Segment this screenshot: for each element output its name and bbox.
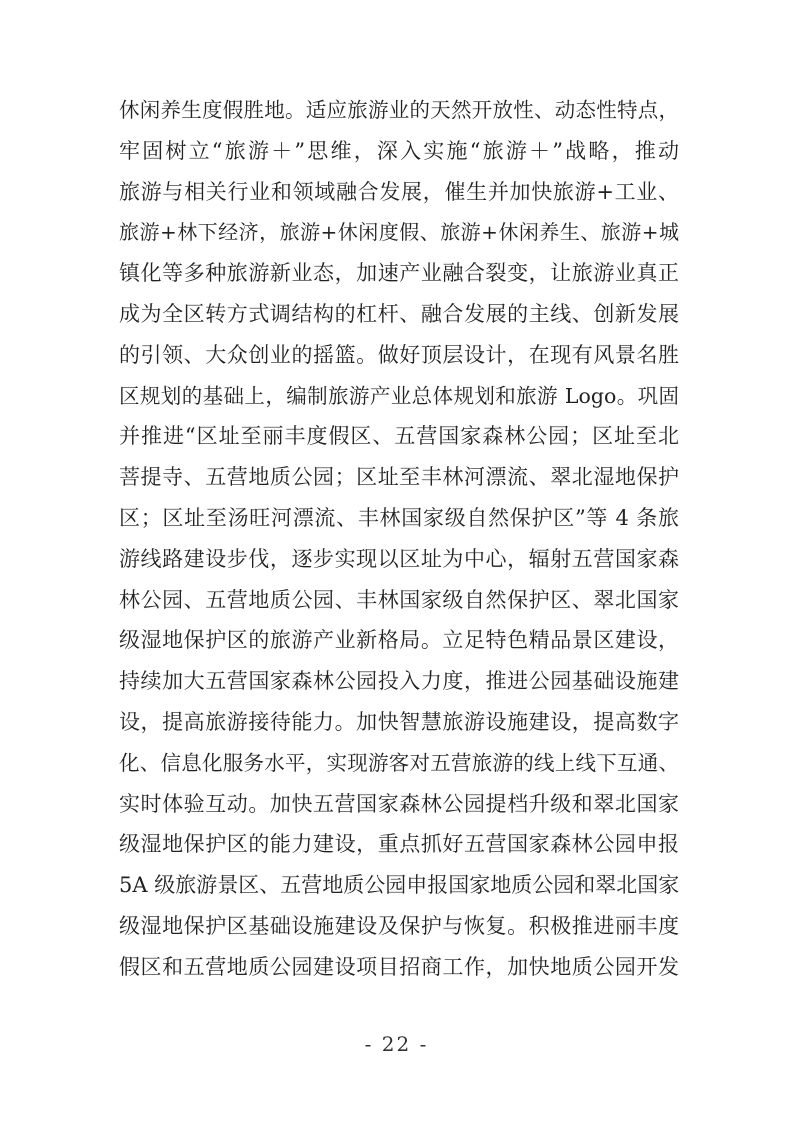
text-line: 化、信息化服务水平，实现游客对五营旅游的线上线下互通、: [119, 750, 679, 775]
text-line: 假区和五营地质公园建设项目招商工作，加快地质公园开发: [119, 954, 679, 979]
text-line: 林公园、五营地质公园、丰林国家级自然保护区、翠北国家: [119, 587, 679, 612]
text-line: 休闲养生度假胜地。适应旅游业的天然开放性、动态性特点，: [119, 98, 679, 122]
text-line: 成为全区转方式调结构的杠杆、融合发展的主线、创新发展: [119, 301, 679, 326]
body-paragraph: [119, 90, 679, 988]
text-line: 镇化等多种旅游新业态，加速产业融合裂变，让旅游业真正: [119, 261, 679, 286]
text-line: 菩提寺、五营地质公园；区址至丰林河漂流、翠北湿地保护: [119, 465, 679, 490]
text-line: 级湿地保护区基础设施建设及保护与恢复。积极推进丽丰度: [119, 913, 679, 938]
text-line: 的引领、大众创业的摇篮。做好顶层设计，在现有风景名胜: [119, 342, 679, 367]
text-line: 并推进“区址至丽丰度假区、五营国家森林公园；区址至北: [119, 424, 679, 449]
text-line: 实时体验互动。加快五营国家森林公园提档升级和翠北国家: [119, 791, 679, 816]
text-line: 区规划的基础上，编制旅游产业总体规划和旅游 Logo。巩固: [119, 383, 679, 408]
text-line: 持续加大五营国家森林公园投入力度，推进公园基础设施建: [119, 669, 679, 694]
text-line: 旅游+林下经济，旅游+休闲度假、旅游+休闲养生、旅游+城: [119, 220, 679, 245]
text-line: 牢固树立“旅游＋”思维，深入实施“旅游＋”战略，推动: [119, 138, 679, 163]
text-line: 区；区址至汤旺河漂流、丰林国家级自然保护区”等 4 条旅: [119, 505, 679, 530]
page-number: - 22 -: [364, 1032, 429, 1056]
text-line: 游线路建设步伐，逐步实现以区址为中心，辐射五营国家森: [119, 546, 679, 571]
text-line: 旅游与相关行业和领域融合发展，催生并加快旅游+工业、: [119, 179, 679, 204]
text-line: 设，提高旅游接待能力。加快智慧旅游设施建设，提高数字: [119, 709, 679, 734]
text-line: 级湿地保护区的能力建设，重点抓好五营国家森林公园申报: [119, 832, 679, 857]
text-line: 5A 级旅游景区、五营地质公园申报国家地质公园和翠北国家: [119, 873, 679, 898]
text-line: 级湿地保护区的旅游产业新格局。立足特色精品景区建设，: [119, 628, 679, 653]
